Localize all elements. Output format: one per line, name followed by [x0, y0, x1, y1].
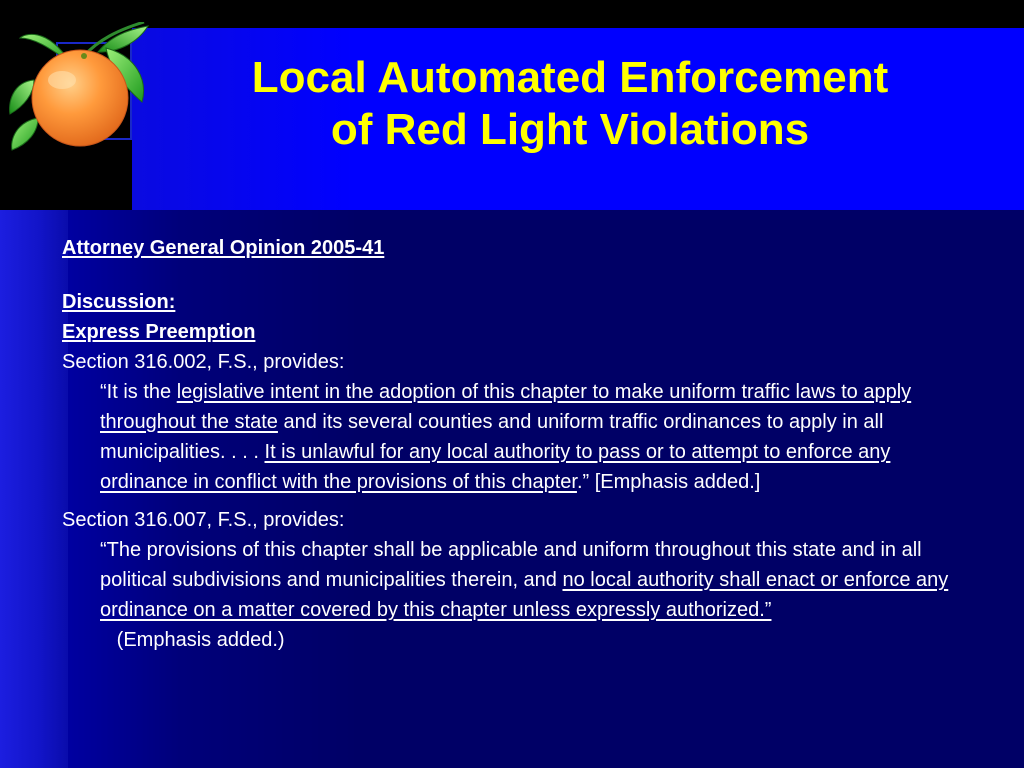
- title-line-1: Local Automated Enforcement: [251, 53, 889, 102]
- section1-quote-middle: and its several counties and uniform traffic ordinances to apply in all municipalities. . . .: [100, 411, 884, 463]
- spacer: [62, 497, 962, 505]
- section2-quote-end: (Emphasis added.): [100, 629, 285, 651]
- section2-quote: [100, 535, 950, 655]
- spacer: [62, 263, 962, 287]
- section1-quote-end: .” [Emphasis added.]: [576, 471, 761, 493]
- section1-quote: [100, 377, 950, 497]
- section2-intro: Section 316.007, F.S., provides:: [62, 509, 345, 531]
- opinion-heading: Attorney General Opinion 2005-41: [62, 237, 385, 259]
- section1-quote-underlined-2: It is unlawful for any local authority to pass or to attempt to enforce any ordinance in conflict with the provisions of this chapter: [100, 441, 891, 493]
- slide-title: [148, 52, 992, 156]
- slide-body: [62, 233, 962, 655]
- left-accent-band: [0, 210, 68, 768]
- orange-with-leaves-icon: [6, 22, 150, 152]
- section1-quote-open: “It is the: [100, 381, 177, 403]
- section1-quote-underlined-1: legislative intent in the adoption of this chapter to make uniform traffic laws to apply throughout the state: [100, 381, 912, 433]
- title-line-2: of Red Light Violations: [330, 105, 810, 154]
- top-black-strip: [0, 0, 1024, 28]
- preemption-heading: Express Preemption: [62, 321, 256, 343]
- discussion-heading: Discussion:: [62, 291, 176, 313]
- section2-quote-open: “The provisions of this chapter shall be applicable and uniform throughout this state and in all political subdivisions and municipalities therein, and: [100, 539, 922, 591]
- section1-intro: Section 316.002, F.S., provides:: [62, 351, 345, 373]
- section2-quote-underlined-1: no local authority shall enact or enforce any ordinance on a matter covered by this chapter unless expressly authorized.”: [100, 569, 949, 621]
